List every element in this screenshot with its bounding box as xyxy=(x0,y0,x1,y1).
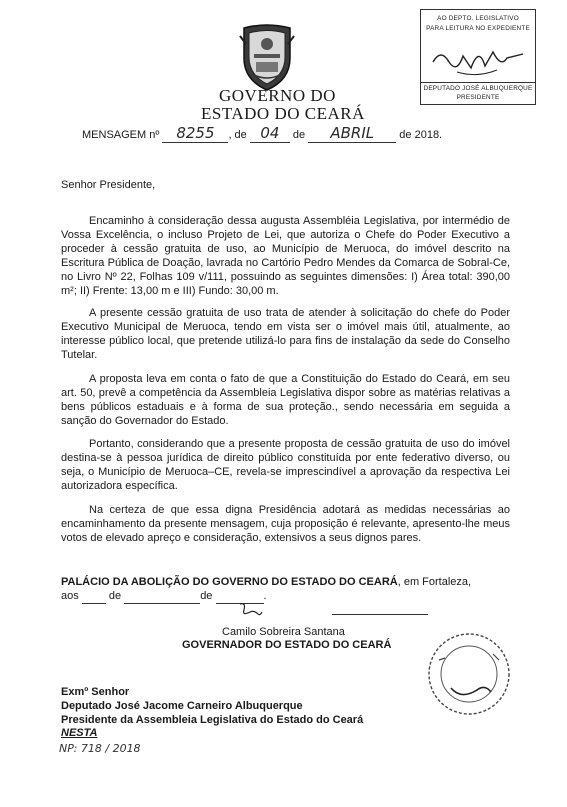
message-month: ABRIL xyxy=(308,124,396,143)
palace-end: . xyxy=(263,590,267,602)
addressee-name: Deputado José Jacome Carneiro Albuquerque xyxy=(61,700,303,712)
stamp-line-4: PRESIDENTE xyxy=(456,94,500,101)
stamp-line-1: AO DEPTO. LEGISLATIVO xyxy=(437,15,519,22)
receipt-stamp xyxy=(420,9,536,105)
palace-name: PALÁCIO DA ABOLIÇÃO DO GOVERNO DO ESTADO DO CEARÁ xyxy=(61,576,398,588)
paragraph-2: A presente cessão gratuita de uso trata de atender à solicitação do chefe do Poder Executivo Municipal de Meruoca, tendo em vista ser o imóvel mais útil, atualmente, ao interesse público local, que pretende utilizá-lo para fins de instalação da sede do Conselho Tutelar. xyxy=(61,307,510,361)
addressee-position: Presidente da Assembleia Legislativa do Estado do Ceará xyxy=(61,714,364,726)
message-number-line xyxy=(82,124,442,143)
salutation: Senhor Presidente, xyxy=(61,179,156,191)
paragraph-3: A proposta leva em conta o fato de que a Constituição do Estado do Ceará, em seu art. 50, prevê a competência da Assembleia Legislativa dispor sobre as matérias relativas a bens públicos estaduais e à forma de sua proteção., sendo necessária em seguida a sanção do Governador do Estado. xyxy=(61,373,510,427)
palace-de-2: de xyxy=(200,590,213,602)
signatory-name: Camilo Sobreira Santana xyxy=(222,626,345,638)
stamp-handwritten-date xyxy=(427,38,529,80)
government-title-line2: ESTADO DO CEARÁ xyxy=(201,104,365,123)
message-de-1: , de xyxy=(228,129,247,141)
message-de-2: de xyxy=(292,129,306,141)
protocol-round-stamp xyxy=(425,630,513,718)
message-label: MENSAGEM nº xyxy=(82,129,160,141)
addressee-greeting: Exmº Senhor xyxy=(61,686,130,698)
message-number: 8255 xyxy=(162,124,228,143)
handwritten-protocol-note: NP: 718 / 2018 xyxy=(59,742,141,755)
addressee-location: NESTA xyxy=(61,727,98,739)
palace-city: , em Fortaleza, xyxy=(397,576,472,588)
paragraph-4: Portanto, considerando que a presente proposta de cessão gratuita de uso do imóvel destina-se à pessoa jurídica de direito público constituída por ente federativo diverso, ou seja, o Município de Meruoca–CE, revela-se imprescindível a aprovação da respectiva Lei autorizadora específica. xyxy=(61,438,510,492)
palace-aos: aos xyxy=(61,590,79,602)
signature-line xyxy=(332,614,428,615)
palace-line xyxy=(61,575,510,589)
palace-de-1: de xyxy=(108,590,122,602)
government-title-line1: GOVERNO DO xyxy=(219,86,336,105)
state-coat-of-arms xyxy=(238,22,296,92)
paragraph-5: Na certeza de que essa digna Presidência adotará as medidas necessárias ao encaminhamento da presente mensagem, cuja proposição é relevante, apresento-lhe meus votos de elevado apreço e consideração, extensivos a seus dignos pares. xyxy=(61,504,510,544)
palace-date-line xyxy=(61,589,510,604)
message-year: de 2018. xyxy=(399,129,443,141)
stamp-line-3: DEPUTADO JOSÉ ALBUQUERQUE xyxy=(423,85,533,92)
stamp-divider xyxy=(421,82,535,83)
governor-signature xyxy=(236,600,264,624)
message-day: 04 xyxy=(250,124,290,143)
paragraph-1: Encaminho à consideração dessa augusta Assembléia Legislativa, por intermédio de Vossa Excelência, o incluso Projeto de Lei, que autoriza o Chefe do Poder Executivo a proceder à cessão gratuita de uso, ao Município de Meruoca, do imóvel descrito na Escritura Pública de Doação, lavrada no Cartório Pedro Mendes da Comarca de Sobral-Ce, no Livro Nº 22, Folhas 109 v/111, possuindo as seguintes dimensões: I) Área total: 390,00 m²; II) Frente: 13,00 m e III) Fundo: 30,00 m. xyxy=(61,215,510,297)
signatory-title: GOVERNADOR DO ESTADO DO CEARÁ xyxy=(182,639,392,651)
stamp-line-2: PARA LEITURA NO EXPEDIENTE xyxy=(426,25,530,32)
